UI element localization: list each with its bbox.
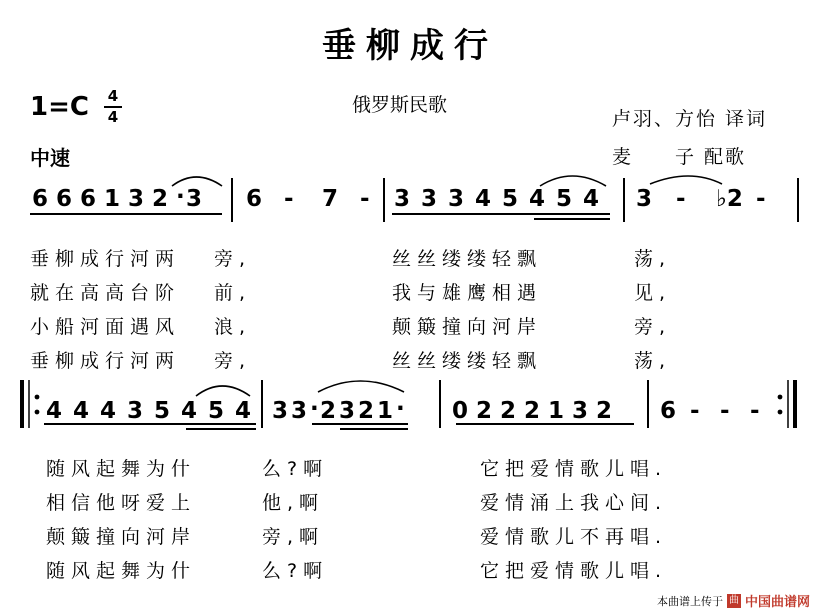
lyric-segment: 前, <box>214 282 252 304</box>
lyric-segment: 唱. <box>630 458 668 480</box>
note: 7 <box>322 186 339 212</box>
lyric-segment: 颠簸撞向河岸 <box>46 526 197 548</box>
song-title: 垂柳成行 <box>322 26 498 66</box>
note: 2 <box>596 398 613 424</box>
lyric-segment: 间. <box>630 492 668 514</box>
note: 5 <box>502 186 519 212</box>
genre-label: 俄罗斯民歌 <box>352 94 448 116</box>
lyric-segment: 随风起舞为什 <box>46 458 197 480</box>
note: 1 <box>104 186 121 212</box>
site-logo-icon: 曲 <box>728 594 739 606</box>
note: ♭2 <box>716 186 743 212</box>
note: 3 <box>572 398 589 424</box>
note: 4 <box>100 398 117 424</box>
lyric-segment: 它把爱情歌儿 <box>480 560 631 582</box>
augmentation-dot: · <box>310 396 319 422</box>
lyric-segment: 荡, <box>634 248 672 270</box>
lyric-segment: 荡, <box>634 350 672 372</box>
augmentation-dot: · <box>396 396 405 422</box>
note: 0 <box>452 398 469 424</box>
lyric-segment: 爱情涌上我心 <box>480 492 631 514</box>
lyric-segment: 唱. <box>630 560 668 582</box>
note: - <box>756 186 766 212</box>
note: 4 <box>235 398 252 424</box>
slur <box>650 176 722 184</box>
arranger-credit: 麦 子 配歌 <box>612 146 747 168</box>
note: 3 <box>339 398 356 424</box>
lyric-segment: 旁,啊 <box>262 526 325 548</box>
repeat-dot <box>35 410 40 415</box>
lyric-segment: 我与雄鹰相遇 <box>392 282 543 304</box>
note: 4 <box>73 398 90 424</box>
translator-credit: 卢羽、方怡 译词 <box>612 108 768 130</box>
note: - <box>750 398 760 424</box>
note: 3 <box>636 186 653 212</box>
note: 2 <box>320 398 337 424</box>
note: 4 <box>181 398 198 424</box>
note: - <box>720 398 730 424</box>
note: 6 <box>246 186 263 212</box>
note: 5 <box>556 186 573 212</box>
note: 2 <box>476 398 493 424</box>
note: 2 <box>500 398 517 424</box>
note: 3 <box>394 186 411 212</box>
note: - <box>690 398 700 424</box>
lyric-segment: 相信他呀爱上 <box>46 492 197 514</box>
note: 2 <box>524 398 541 424</box>
lyric-segment: 垂柳成行河两 <box>30 350 181 372</box>
note: - <box>360 186 370 212</box>
lyric-segment: 随风起舞为什 <box>46 560 197 582</box>
note: 6 <box>32 186 49 212</box>
note: 3 <box>272 398 289 424</box>
note: 3 <box>421 186 438 212</box>
repeat-dot <box>778 410 783 415</box>
note: 3 <box>127 398 144 424</box>
note: - <box>284 186 294 212</box>
site-name[interactable]: 中国曲谱网 <box>744 595 810 610</box>
note: - <box>676 186 686 212</box>
note: 1 <box>548 398 565 424</box>
slur <box>196 386 250 396</box>
key-signature: 1=C <box>30 92 89 122</box>
note: 2 <box>358 398 375 424</box>
note: 6 <box>56 186 73 212</box>
augmentation-dot: · <box>176 184 185 210</box>
lyric-segment: 旁, <box>634 316 672 338</box>
lyric-segment: 浪, <box>214 316 252 338</box>
repeat-dot <box>35 395 40 400</box>
repeat-dot <box>778 395 783 400</box>
lyric-segment: 它把爱情歌儿 <box>480 458 631 480</box>
note: 3 <box>128 186 145 212</box>
footer <box>657 591 810 610</box>
footer-text: 本曲谱上传于 <box>656 594 723 608</box>
note: 5 <box>208 398 225 424</box>
note: 4 <box>475 186 492 212</box>
slur <box>172 177 222 186</box>
lyric-segment: 爱情歌儿不再 <box>480 526 631 548</box>
lyric-segment: 丝丝缕缕轻飘 <box>392 248 543 270</box>
time-sig-top: 4 <box>107 87 119 105</box>
lyric-segment: 丝丝缕缕轻飘 <box>392 350 543 372</box>
lyric-segment: 么?啊 <box>262 458 329 480</box>
note: 4 <box>46 398 63 424</box>
note: 6 <box>80 186 97 212</box>
lyric-segment: 旁, <box>214 350 252 372</box>
note: 4 <box>529 186 546 212</box>
lyric-segment: 就在高高台阶 <box>30 282 181 304</box>
time-sig-bottom: 4 <box>107 108 119 126</box>
note: 4 <box>583 186 600 212</box>
lyric-segment: 他,啊 <box>262 492 325 514</box>
lyric-segment: 颠簸撞向河岸 <box>392 316 543 338</box>
note: 6 <box>660 398 677 424</box>
note: 3 <box>448 186 465 212</box>
lyric-segment: 见, <box>634 282 672 304</box>
note: 2 <box>152 186 169 212</box>
lyric-segment: 垂柳成行河两 <box>30 248 181 270</box>
lyric-segment: 唱. <box>630 526 668 548</box>
note: 5 <box>154 398 171 424</box>
lyric-segment: 么?啊 <box>262 560 329 582</box>
slur <box>318 381 404 392</box>
note: 3 <box>186 186 203 212</box>
tempo-marking: 中速 <box>30 146 70 170</box>
note: 1 <box>377 398 394 424</box>
slur <box>540 176 606 186</box>
note: 3 <box>291 398 308 424</box>
lyric-segment: 小船河面遇风 <box>30 316 181 338</box>
lyric-segment: 旁, <box>214 248 252 270</box>
